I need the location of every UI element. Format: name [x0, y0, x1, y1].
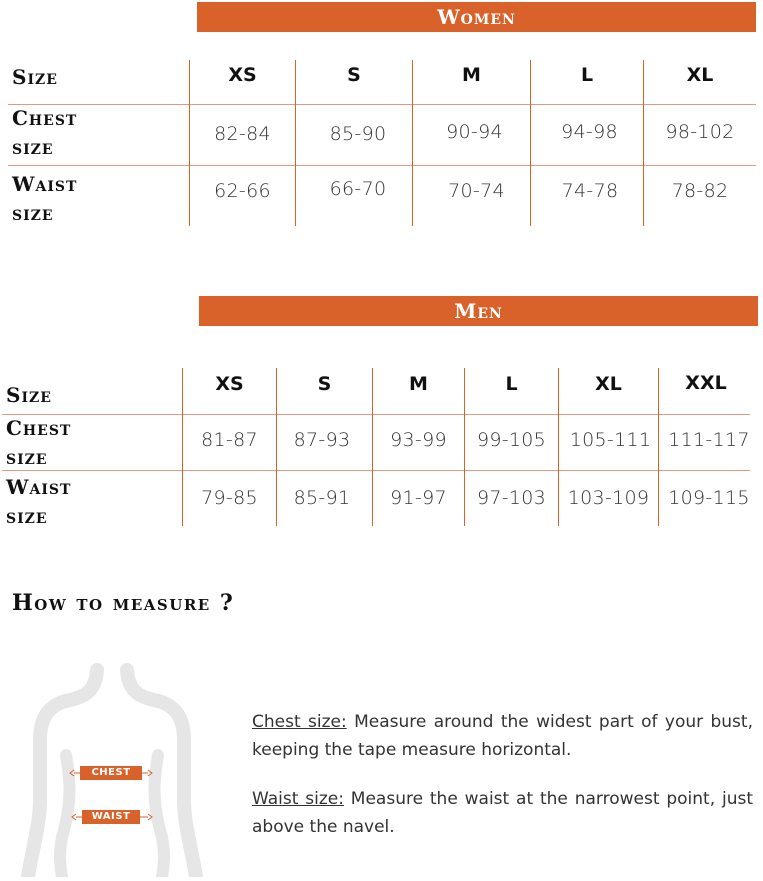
women-size-header-label: Size	[12, 65, 58, 89]
chest-size-term: Chest size:	[252, 712, 347, 732]
women-chest-xs: 82-84	[214, 123, 271, 145]
chest-size-text: Measure around the widest part of your bust, keeping the tape measure horizontal.	[252, 712, 753, 760]
men-header-l: L	[505, 373, 518, 395]
men-waist-m: 91-97	[390, 487, 447, 509]
waist-instructions	[252, 785, 753, 841]
women-waist-label-line1: Waist	[12, 172, 78, 196]
women-waist-label	[12, 170, 77, 228]
men-size-header-label: Size	[6, 383, 52, 407]
women-header-s: S	[347, 64, 361, 86]
women-chest-m: 90-94	[446, 121, 503, 143]
men-divider-2	[2, 470, 750, 471]
men-waist-xl: 103-109	[567, 487, 650, 509]
women-waist-s: 66-70	[329, 178, 387, 200]
women-chest-label-line1: Chest	[12, 106, 78, 130]
women-waist-m: 70-74	[448, 180, 505, 202]
women-banner	[197, 2, 756, 32]
men-chest-xxl: 111-117	[668, 429, 750, 451]
women-chest-label	[12, 104, 77, 162]
men-chest-l: 99-105	[476, 429, 547, 451]
women-col-line-2	[295, 60, 296, 226]
men-header-m: M	[409, 373, 428, 395]
men-waist-label	[6, 473, 71, 531]
men-waist-label-line2: size	[6, 504, 48, 528]
men-chest-m: 93-99	[390, 429, 447, 451]
men-chest-s: 87-93	[293, 429, 351, 451]
men-header-xxl: XXL	[685, 372, 727, 394]
chest-instructions	[252, 708, 753, 764]
chest-tag: CHEST	[80, 766, 142, 780]
women-header-xl: XL	[686, 64, 714, 86]
women-waist-xl: 78-82	[671, 180, 729, 202]
waist-tag: WAIST	[82, 810, 140, 824]
men-divider-1	[2, 414, 750, 415]
women-chest-s: 85-90	[329, 123, 387, 145]
body-silhouette-figure	[0, 660, 230, 877]
men-banner	[199, 296, 758, 326]
men-header-s: S	[317, 373, 332, 395]
men-chest-label	[6, 414, 71, 472]
women-header-l: L	[580, 64, 594, 86]
women-header-m: M	[462, 64, 481, 86]
men-waist-label-line1: Waist	[6, 475, 72, 499]
waist-size-term: Waist size:	[252, 789, 344, 809]
how-to-measure-heading: How to measure ?	[12, 590, 235, 616]
women-waist-label-line2: size	[12, 201, 54, 225]
women-title: Women	[437, 5, 516, 29]
women-waist-xs: 62-66	[214, 180, 271, 202]
waist-size-text: Measure the waist at the narrowest point, just above the navel.	[252, 789, 753, 837]
women-waist-l: 74-78	[561, 180, 619, 202]
men-chest-xs: 81-87	[201, 429, 258, 451]
men-waist-xxl: 109-115	[668, 487, 750, 509]
women-header-xs: XS	[228, 64, 257, 86]
women-chest-l: 94-98	[561, 121, 618, 143]
men-waist-l: 97-103	[476, 487, 547, 509]
men-waist-s: 85-91	[293, 487, 351, 509]
men-header-xl: XL	[595, 373, 622, 395]
women-chest-xl: 98-102	[665, 121, 735, 143]
men-title: Men	[454, 299, 503, 323]
men-waist-xs: 79-85	[201, 487, 258, 509]
women-chest-label-line2: size	[12, 135, 54, 159]
men-chest-xl: 105-111	[569, 429, 652, 451]
men-header-xs: XS	[215, 373, 244, 395]
men-chest-label-line1: Chest	[6, 416, 72, 440]
men-chest-label-line2: size	[6, 445, 48, 469]
